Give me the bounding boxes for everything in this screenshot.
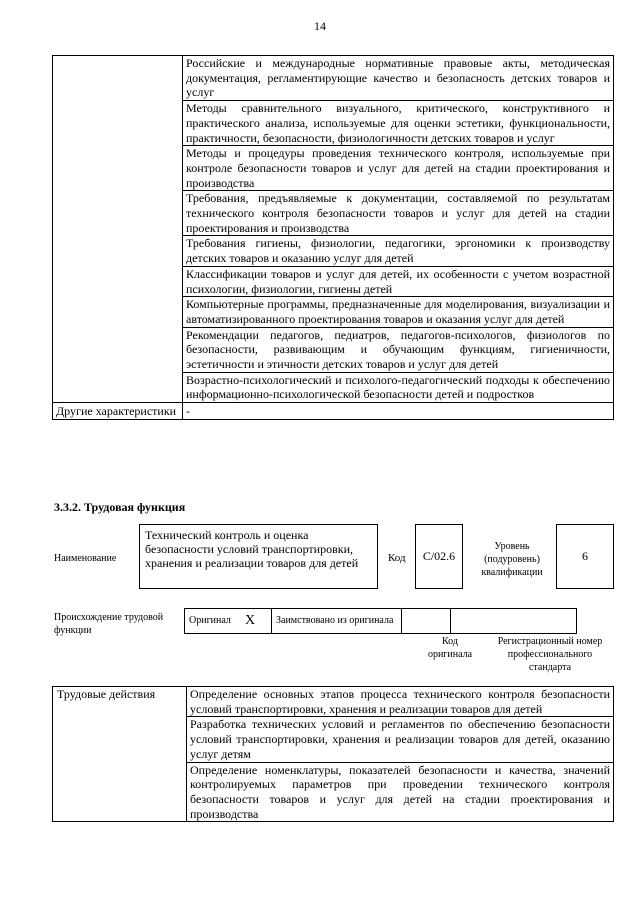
origin-reg-caption: Регистрационный номер профессионального стандарта — [497, 636, 603, 673]
labor-action-item: Разработка технических условий и регламентов по обеспечению безопасности условий транспортировки, хранения и реализации товаров для детей, оказанию услуг детям — [187, 717, 614, 762]
knowledge-item: Методы сравнительного визуального, критического, конструктивного и практического анализа, используемые для оценки эстетики, функциональности, практичности, безопасности, физиологичности детских товаров и услуг — [183, 101, 614, 146]
origin-original-label: Оригинал — [185, 609, 242, 634]
origin-reg-number-cell — [451, 609, 577, 634]
name-label: Наименование — [54, 553, 117, 564]
code-value-box: C/02.6 — [415, 524, 463, 589]
knowledge-item: Требования гигиены, физиологии, педагогики, эргономики к производству детских товаров и оказанию услуг для детей — [183, 236, 614, 266]
qualification-level-label: Уровень (подуровень) квалификации — [481, 541, 543, 578]
origin-code-cell — [402, 609, 451, 634]
knowledge-table — [52, 55, 614, 420]
code-label: Код — [388, 552, 406, 564]
knowledge-item: Методы и процедуры проведения технического контроля, используемые при контроле безопасности товаров и услуг для детей на стадии проектирования и производства — [183, 146, 614, 191]
knowledge-item: Рекомендации педагогов, педиатров, педагогов-психологов, физиологов по безопасности, развивающим и обучающим функциям, гигиеничности, эстетичности и этичности детских товаров и услуг для детей — [183, 327, 614, 372]
labor-actions-label: Трудовые действия — [53, 687, 187, 822]
labor-actions-table — [52, 686, 614, 822]
origin-table — [184, 608, 577, 634]
section-title: 3.3.2. Трудовая функция — [54, 500, 186, 514]
function-name-box: Технический контроль и оценка безопасности условий транспортировки, хранения и реализации товаров для детей — [139, 524, 378, 589]
knowledge-item: Требования, предъявляемые к документации, составляемой по результатам технического контроля безопасности товаров и услуг для детей на стадии проектирования и производства — [183, 191, 614, 236]
origin-label: Происхождение трудовой функции — [54, 612, 164, 636]
origin-mark: X — [241, 609, 272, 634]
origin-borrowed-label: Заимствовано из оригинала — [272, 609, 402, 634]
knowledge-item: Компьютерные программы, предназначенные для моделирования, визуализации и автоматизированного проектирования товаров и оказания услуг для детей — [183, 297, 614, 327]
knowledge-item: Российские и международные нормативные правовые акты, методическая документация, регламентирующие качество и безопасность детских товаров и услуг — [183, 56, 614, 101]
knowledge-item: Возрастно-психологический и психолого-педагогический подходы к обеспечению информационно-психологической безопасности детей и подростков — [183, 372, 614, 402]
qualification-level-box: 6 — [556, 524, 614, 589]
page-number: 14 — [314, 19, 326, 33]
origin-code-caption: Код оригинала — [427, 636, 473, 660]
other-characteristics-value: - — [183, 403, 614, 420]
other-characteristics-label: Другие характеристики — [53, 403, 183, 420]
labor-action-item: Определение номенклатуры, показателей безопасности и качества, значений контролируемых параметров при проведении технического контроля безопасности товаров и услуг для детей на стадии проектирования и производства — [187, 762, 614, 822]
labor-action-item: Определение основных этапов процесса технического контроля безопасности условий транспортировки, хранения и реализации товаров для детей — [187, 687, 614, 717]
knowledge-label-cell — [53, 56, 183, 403]
knowledge-item: Классификации товаров и услуг для детей, их особенности с учетом возрастной психологии, физиологии, гигиены детей — [183, 266, 614, 296]
